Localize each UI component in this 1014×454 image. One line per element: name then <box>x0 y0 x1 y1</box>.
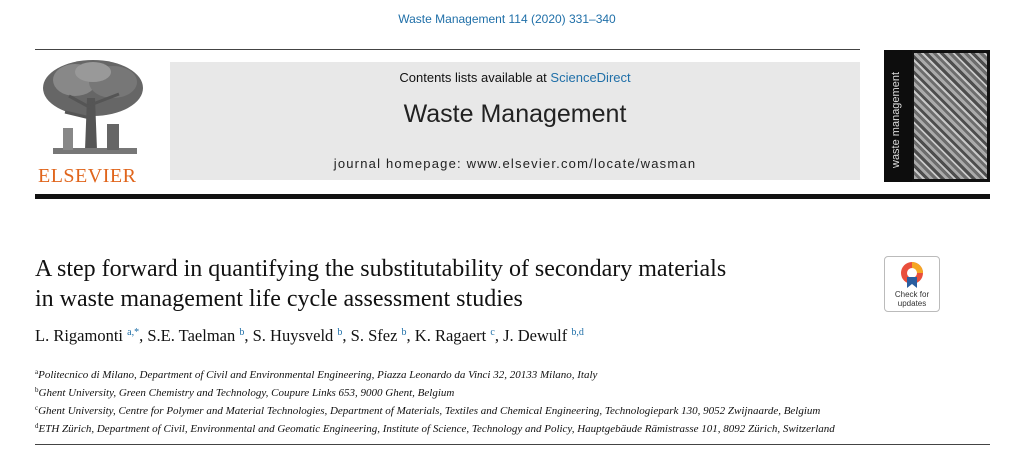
affiliation-item: $^d$ETH Zürich, Department of Civil, Environmental and Geomatic Engineering, Institute of Science, Technology and Policy, Hauptgebäude Rämistrasse 101, 8092 Zürich, Switzerland <box>35 422 835 435</box>
contents-line <box>170 70 860 85</box>
article-title-line-2: in waste management life cycle assessment studies <box>35 286 523 312</box>
top-rule <box>35 49 860 50</box>
author-affiliation-marker[interactable]: b <box>337 327 343 338</box>
check-for-updates-icon <box>900 261 924 289</box>
cover-image <box>914 53 987 179</box>
author-name[interactable]: L. Rigamonti <box>35 326 123 345</box>
journal-cover[interactable] <box>884 50 990 182</box>
journal-homepage[interactable]: journal homepage: www.elsevier.com/locate/wasman <box>333 156 697 171</box>
check-for-updates-button[interactable] <box>884 256 940 312</box>
cover-title: waste management <box>890 72 902 168</box>
bottom-rule <box>35 444 990 445</box>
sciencedirect-link[interactable]: ScienceDirect <box>550 70 631 85</box>
elsevier-wordmark: ELSEVIER <box>38 165 137 187</box>
elsevier-tree-icon <box>35 58 155 162</box>
affiliation-item: $^c$Ghent University, Centre for Polymer and Material Technologies, Department of Materials, Textiles and Chemical Engineering, Technologiepark 130, 9052 Zwijnaarde, Belgium <box>35 404 821 417</box>
journal-banner <box>170 62 860 180</box>
affiliation-item: $^b$Ghent University, Green Chemistry and Technology, Coupure Links 653, 9000 Ghent, Belgium <box>35 386 455 399</box>
author-affiliation-marker[interactable]: b <box>401 327 407 338</box>
article-title <box>35 254 865 314</box>
author-affiliation-marker[interactable]: a,* <box>127 327 140 338</box>
author-name[interactable]: J. Dewulf <box>503 326 568 345</box>
author-affiliation-marker[interactable]: c <box>490 327 495 338</box>
check-for-updates-label: Check for updates <box>894 290 930 308</box>
author-name[interactable]: S. Huysveld <box>252 326 334 345</box>
elsevier-logo[interactable] <box>35 58 155 186</box>
header-thick-rule <box>35 194 990 199</box>
journal-citation-link[interactable]: Waste Management 114 (2020) 331–340 <box>398 12 616 26</box>
journal-name: Waste Management <box>403 100 627 128</box>
author-name[interactable]: S.E. Taelman <box>147 326 236 345</box>
author-name[interactable]: K. Ragaert <box>414 326 487 345</box>
author-affiliation-marker[interactable]: b,d <box>571 327 584 338</box>
affiliation-list <box>35 365 995 437</box>
contents-prefix: Contents lists available at <box>399 70 547 85</box>
author-list: L. Rigamonti $^{a,*}$, S.E. Taelman $^b$, S. Huysveld $^b$, S. Sfez $^b$, K. Ragaert $^c$, J. Dewulf $^{b,d}$ <box>35 326 584 345</box>
author-affiliation-marker[interactable]: b <box>239 327 245 338</box>
article-title-line-1: A step forward in quantifying the substitutability of secondary materials <box>35 256 727 282</box>
author-name[interactable]: S. Sfez <box>350 326 398 345</box>
affiliation-item: $^a$Politecnico di Milano, Department of Civil and Environmental Engineering, Piazza Leonardo da Vinci 32, 20133 Milano, Italy <box>35 368 598 381</box>
